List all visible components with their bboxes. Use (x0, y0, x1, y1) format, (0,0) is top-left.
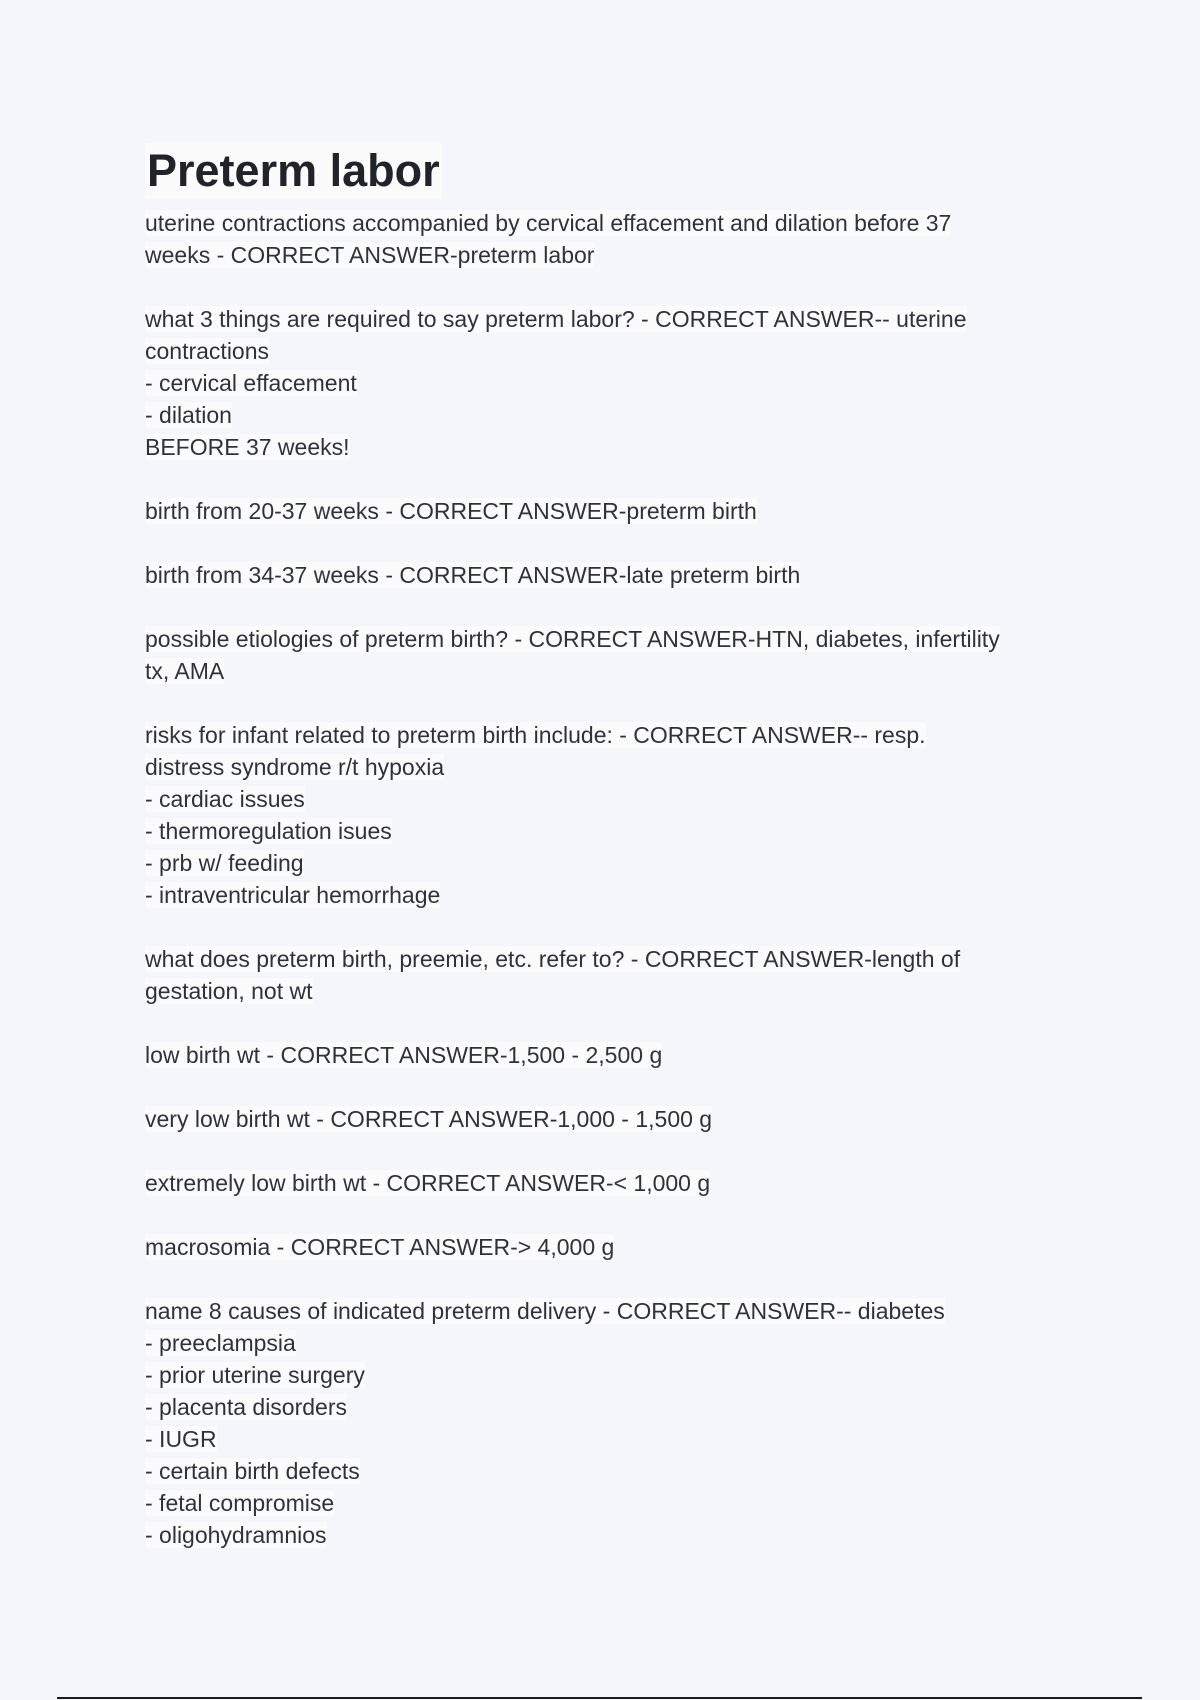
flashcard-line (145, 1487, 1075, 1519)
flashcard-line-text: - dilation (145, 402, 232, 428)
flashcard-line-text: - IUGR (145, 1426, 217, 1452)
flashcard-item (145, 207, 1075, 271)
flashcard-line-text: macrosomia - CORRECT ANSWER-> 4,000 g (145, 1234, 615, 1260)
flashcard-line (145, 335, 1075, 367)
flashcard-line-text: what 3 things are required to say preterm labor? - CORRECT ANSWER-- uterine (145, 306, 967, 332)
flashcard-line (145, 399, 1075, 431)
flashcard-line-text: gestation, not wt (145, 978, 313, 1004)
flashcard-line (145, 1455, 1075, 1487)
flashcard-line-text: - certain birth defects (145, 1458, 360, 1484)
flashcard-line (145, 975, 1075, 1007)
flashcard-line-text: possible etiologies of preterm birth? - CORRECT ANSWER-HTN, diabetes, infertility (145, 626, 1000, 652)
flashcard-line-text: - preeclampsia (145, 1330, 296, 1356)
flashcard-item (145, 1231, 1075, 1263)
flashcard-line-text: extremely low birth wt - CORRECT ANSWER-< 1,000 g (145, 1170, 711, 1196)
flashcard-line (145, 847, 1075, 879)
flashcard-line-text: - intraventricular hemorrhage (145, 882, 441, 908)
flashcard-item (145, 1103, 1075, 1135)
flashcard-line-text: birth from 34-37 weeks - CORRECT ANSWER-late preterm birth (145, 562, 801, 588)
flashcard-line (145, 367, 1075, 399)
flashcard-line-text: contractions (145, 338, 270, 364)
flashcard-line (145, 431, 1075, 463)
flashcard-line-text: weeks - CORRECT ANSWER-preterm labor (145, 242, 595, 268)
flashcard-line-text: - cervical effacement (145, 370, 357, 396)
flashcard-item (145, 559, 1075, 591)
flashcard-item (145, 1039, 1075, 1071)
flashcard-line (145, 623, 1075, 655)
flashcard-line-text: - prior uterine surgery (145, 1362, 365, 1388)
page-title: Preterm labor (145, 143, 442, 199)
flashcard-item (145, 719, 1075, 911)
flashcard-line (145, 943, 1075, 975)
flashcard-item (145, 623, 1075, 687)
flashcard-line-text: low birth wt - CORRECT ANSWER-1,500 - 2,500 g (145, 1042, 663, 1068)
flashcard-line (145, 1103, 1075, 1135)
flashcard-line-text: birth from 20-37 weeks - CORRECT ANSWER-preterm birth (145, 498, 757, 524)
flashcard-line-text: - oligohydramnios (145, 1522, 327, 1548)
document-page (145, 143, 1075, 1583)
flashcard-line (145, 1231, 1075, 1263)
flashcard-line-text: tx, AMA (145, 658, 225, 684)
flashcard-line (145, 783, 1075, 815)
flashcard-line-text: name 8 causes of indicated preterm delivery - CORRECT ANSWER-- diabetes (145, 1298, 945, 1324)
flashcard-line-text: distress syndrome r/t hypoxia (145, 754, 445, 780)
flashcard-item (145, 943, 1075, 1007)
flashcard-line-text: - thermoregulation isues (145, 818, 392, 844)
flashcard-line (145, 655, 1075, 687)
flashcard-line-text: - placenta disorders (145, 1394, 347, 1420)
flashcard-line-text: risks for infant related to preterm birth include: - CORRECT ANSWER-- resp. (145, 722, 926, 748)
flashcard-line (145, 719, 1075, 751)
flashcard-line (145, 1391, 1075, 1423)
bottom-divider (57, 1697, 1142, 1699)
flashcard-line (145, 879, 1075, 911)
flashcard-line-text: - cardiac issues (145, 786, 305, 812)
flashcard-line (145, 495, 1075, 527)
flashcard-list (145, 207, 1075, 1551)
flashcard-line (145, 1327, 1075, 1359)
flashcard-line (145, 559, 1075, 591)
flashcard-line (145, 239, 1075, 271)
flashcard-item (145, 1167, 1075, 1199)
flashcard-line-text: uterine contractions accompanied by cervical effacement and dilation before 37 (145, 210, 952, 236)
flashcard-line (145, 751, 1075, 783)
flashcard-line-text: BEFORE 37 weeks! (145, 434, 350, 460)
flashcard-line (145, 1295, 1075, 1327)
flashcard-item (145, 303, 1075, 463)
flashcard-item (145, 495, 1075, 527)
flashcard-item (145, 1295, 1075, 1551)
flashcard-line (145, 1167, 1075, 1199)
flashcard-line-text: very low birth wt - CORRECT ANSWER-1,000 - 1,500 g (145, 1106, 713, 1132)
flashcard-line (145, 303, 1075, 335)
flashcard-line (145, 1423, 1075, 1455)
flashcard-line (145, 1039, 1075, 1071)
flashcard-line-text: - prb w/ feeding (145, 850, 304, 876)
flashcard-line-text: what does preterm birth, preemie, etc. refer to? - CORRECT ANSWER-length of (145, 946, 961, 972)
flashcard-line (145, 1359, 1075, 1391)
flashcard-line-text: - fetal compromise (145, 1490, 335, 1516)
flashcard-line (145, 207, 1075, 239)
flashcard-line (145, 815, 1075, 847)
flashcard-line (145, 1519, 1075, 1551)
